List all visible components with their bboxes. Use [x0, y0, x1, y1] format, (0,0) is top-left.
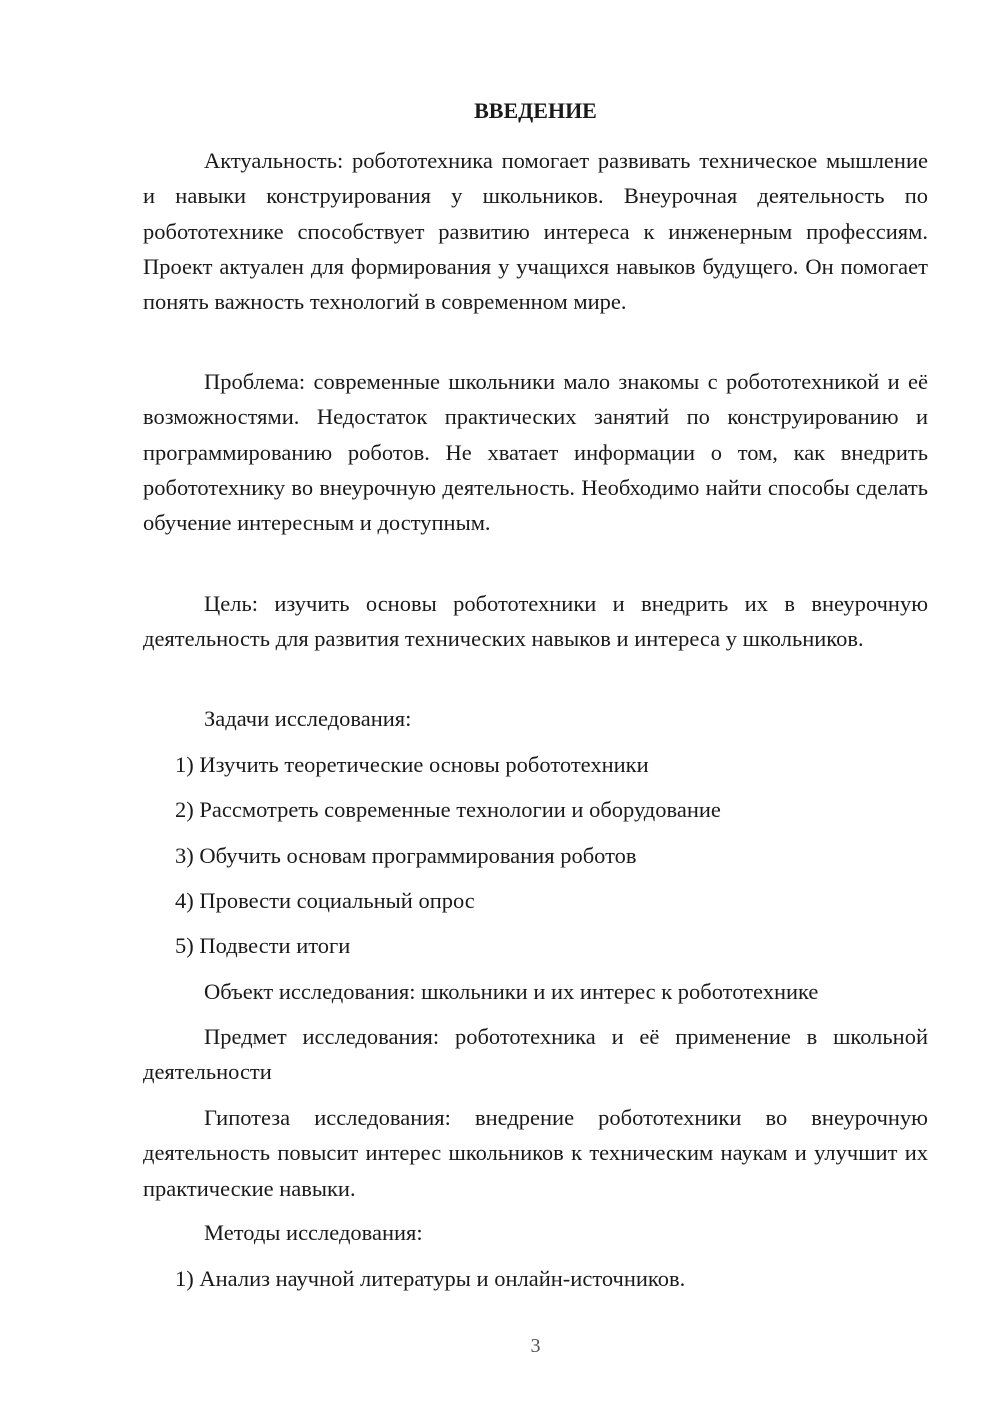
method-item: 1) Анализ научной литературы и онлайн-источников.	[175, 1266, 686, 1291]
page-number: 3	[530, 1335, 541, 1357]
methods-heading: Методы исследования:	[204, 1220, 423, 1245]
section-title: ВВЕДЕНИЕ	[474, 98, 597, 123]
subject-paragraph: Предмет исследования: робототехника и её применение в школьной деятельности	[143, 1024, 928, 1085]
task-item: 1) Изучить теоретические основы робототехники	[175, 752, 649, 777]
problem-paragraph: Проблема: современные школьники мало знакомы с робототехникой и её возможностями. Недостаток практических занятий по конструированию и программированию роботов. Не хватает информации о том, как внедрить робототехнику во внеурочную деятельность. Необходимо найти способы сделать обучение интересным и доступным.	[143, 369, 928, 536]
hypothesis-paragraph: Гипотеза исследования: внедрение робототехники во внеурочную деятельность повысит интерес школьников к техническим наукам и улучшит их практические навыки.	[143, 1105, 928, 1201]
document-page	[143, 0, 928, 1414]
task-item: 5) Подвести итоги	[175, 933, 351, 958]
tasks-heading: Задачи исследования:	[204, 706, 412, 731]
task-item: 3) Обучить основам программирования роботов	[175, 843, 637, 868]
task-item: 4) Провести социальный опрос	[175, 888, 475, 913]
goal-paragraph: Цель: изучить основы робототехники и внедрить их в внеурочную деятельность для развития технических навыков и интереса у школьников.	[143, 591, 928, 652]
task-item: 2) Рассмотреть современные технологии и оборудование	[175, 797, 721, 822]
relevance-paragraph: Актуальность: робототехника помогает развивать техническое мышление и навыки конструирования у школьников. Внеурочная деятельность по робототехнике способствует развитию интереса к инженерным профессиям. Проект актуален для формирования у учащихся навыков будущего. Он помогает понять важность технологий в современном мире.	[143, 148, 928, 315]
object-paragraph: Объект исследования: школьники и их интерес к робототехнике	[204, 979, 819, 1004]
